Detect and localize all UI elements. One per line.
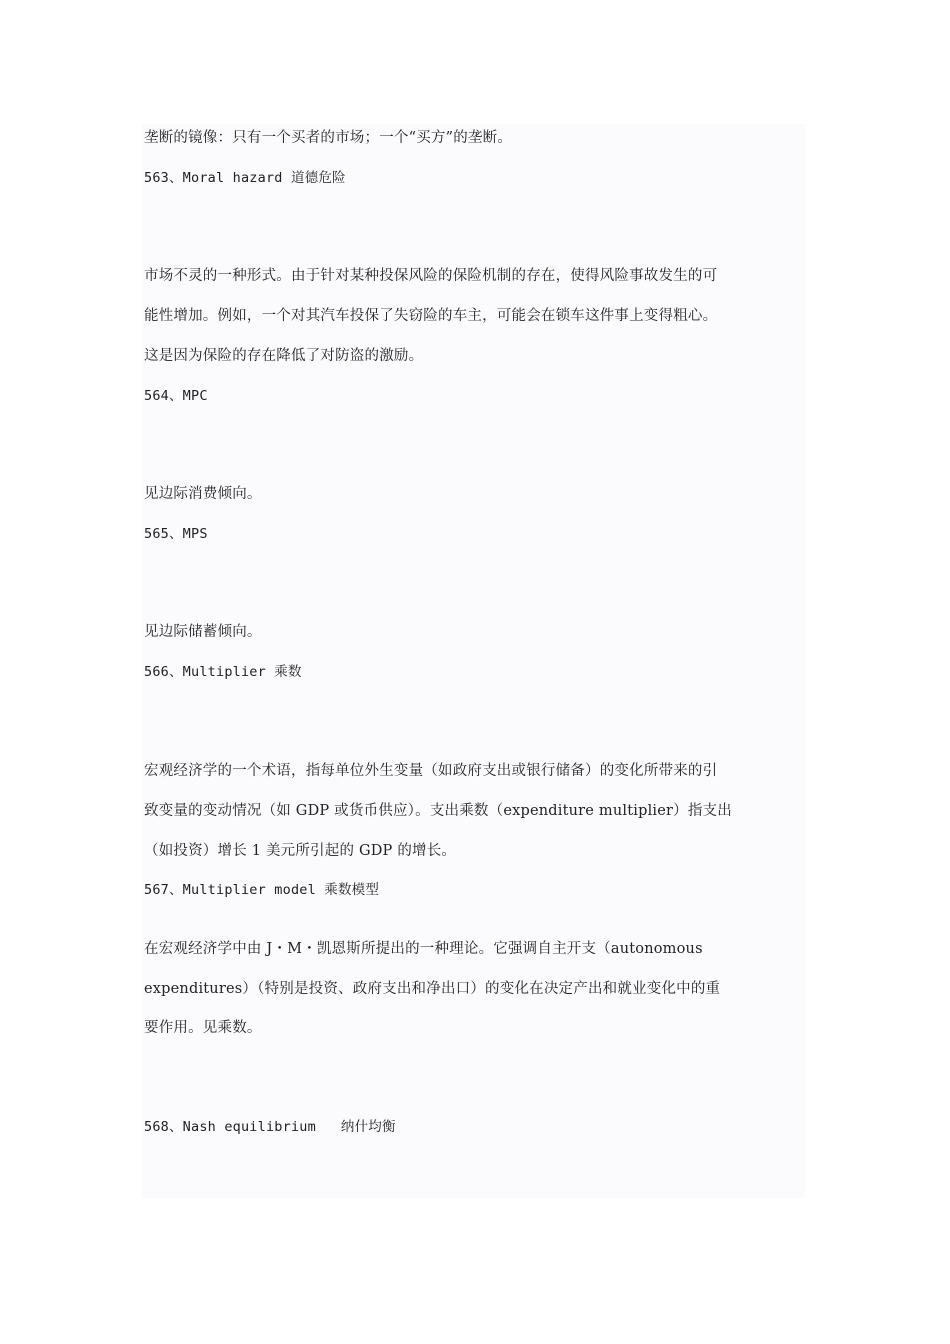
definition-line: 要作用。见乘数。 <box>144 1020 262 1036</box>
definition-line: 见边际储蓄倾向。 <box>144 624 262 640</box>
term-heading-564: 564、MPC <box>144 388 208 404</box>
definition-line: 见边际消费倾向。 <box>144 486 262 502</box>
definition-line: 市场不灵的一种形式。由于针对某种投保风险的保险机制的存在，使得风险事故发生的可 <box>144 268 718 284</box>
definition-line: 这是因为保险的存在降低了对防盗的激励。 <box>144 348 424 364</box>
term-heading-568: 568、Nash equilibrium 纳什均衡 <box>144 1119 396 1135</box>
definition-line: （如投资）增长 1 美元所引起的 GDP 的增长。 <box>144 843 457 859</box>
term-heading-567: 567、Multiplier model 乘数模型 <box>144 882 380 898</box>
definition-line: 宏观经济学的一个术语，指每单位外生变量（如政府支出或银行储备）的变化所带来的引 <box>144 763 718 779</box>
definition-line: 致变量的变动情况（如 GDP 或货币供应）。支出乘数（expenditure multiplier）指支出 <box>144 803 732 819</box>
definition-line: 能性增加。例如，一个对其汽车投保了失窃险的车主，可能会在锁车这件事上变得粗心。 <box>144 308 718 324</box>
definition-line: 垄断的镜像：只有一个买者的市场；一个“买方”的垄断。 <box>144 130 513 146</box>
term-heading-563: 563、Moral hazard 道德危险 <box>144 170 346 186</box>
definition-line: 在宏观经济学中由 J・M・凯恩斯所提出的一种理论。它强调自主开支（autonomous <box>144 941 703 957</box>
term-heading-566: 566、Multiplier 乘数 <box>144 664 302 680</box>
definition-line: expenditures）（特别是投资、政府支出和净出口）的变化在决定产出和就业变化中的重 <box>144 981 721 997</box>
term-heading-565: 565、MPS <box>144 526 208 542</box>
